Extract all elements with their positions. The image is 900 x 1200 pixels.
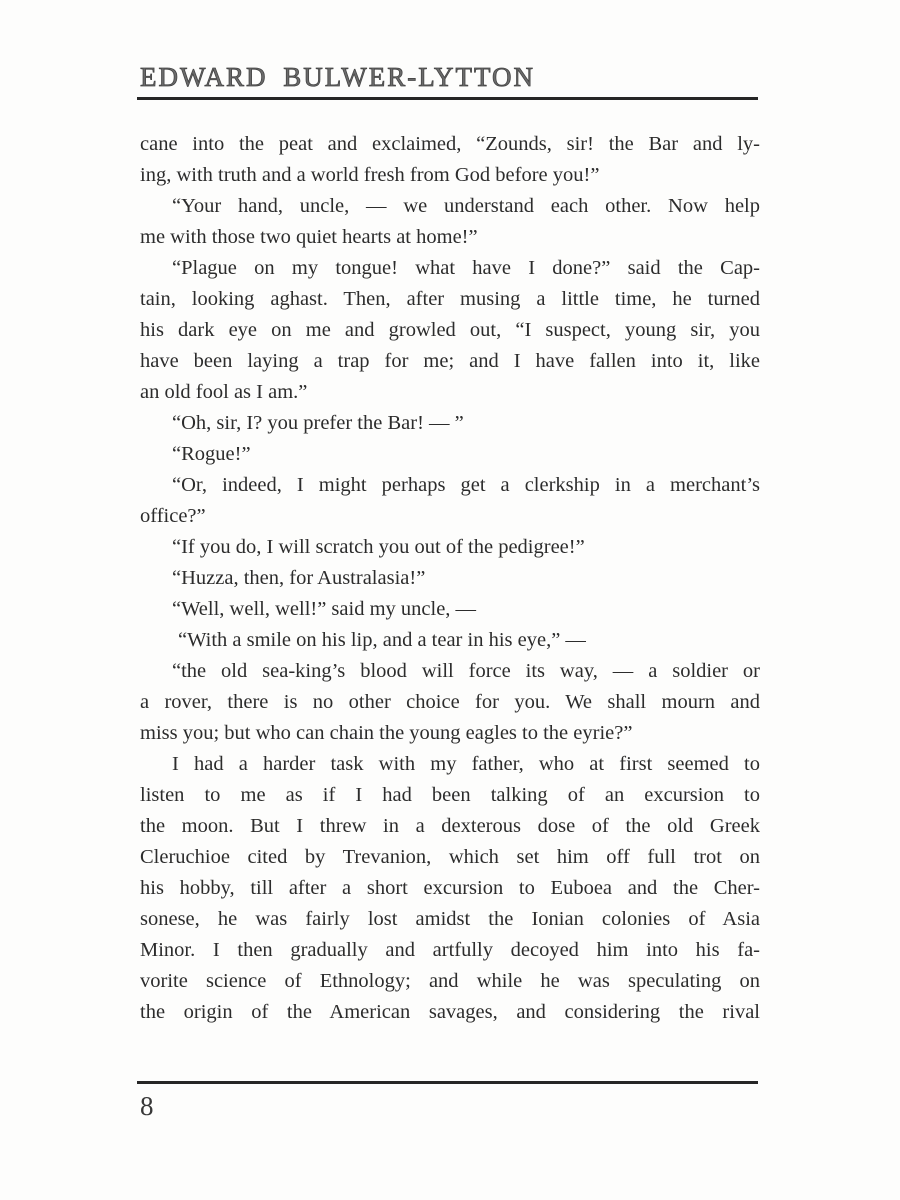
paragraph (140, 532, 760, 563)
page-number: 8 (140, 1091, 154, 1121)
text-line: Minor. I then gradually and artfully decoyed him into his fa- (140, 939, 760, 961)
footer-rule (137, 1081, 758, 1084)
paragraph (140, 439, 760, 470)
header-rule (137, 97, 758, 100)
paragraph (140, 191, 760, 253)
paragraph (140, 656, 760, 749)
text-line: “If you do, I will scratch you out of the pedigree!” (172, 536, 585, 558)
text-line: vorite science of Ethnology; and while he was speculating on (140, 970, 760, 992)
paragraph (140, 253, 760, 408)
text-line: “Rogue!” (172, 443, 251, 465)
text-line: I had a harder task with my father, who at first seemed to (172, 753, 760, 775)
text-line: “Your hand, uncle, — we understand each other. Now help (172, 195, 760, 217)
paragraph (140, 594, 760, 625)
paragraph (140, 563, 760, 594)
paragraph (140, 408, 760, 439)
text-line: “Plague on my tongue! what have I done?” said the Cap- (172, 257, 760, 279)
text-block (140, 129, 760, 1028)
text-line: cane into the peat and exclaimed, “Zounds, sir! the Bar and ly- (140, 133, 760, 155)
text-line: an old fool as I am.” (140, 381, 308, 403)
text-line: have been laying a trap for me; and I have fallen into it, like (140, 350, 760, 372)
text-line: “Huzza, then, for Australasia!” (172, 567, 426, 589)
text-line: sonese, he was fairly lost amidst the Ionian colonies of Asia (140, 908, 760, 930)
running-header-title: EDWARD BULWER-LYTTON (140, 62, 535, 92)
text-line: the origin of the American savages, and considering the rival (140, 1001, 760, 1023)
text-line: his hobby, till after a short excursion to Euboea and the Cher- (140, 877, 760, 899)
text-line: the moon. But I threw in a dexterous dose of the old Greek (140, 815, 760, 837)
text-line: “Oh, sir, I? you prefer the Bar! — ” (172, 412, 464, 434)
text-line: listen to me as if I had been talking of an excursion to (140, 784, 760, 806)
paragraph (140, 129, 760, 191)
text-line: “the old sea-king’s blood will force its way, — a soldier or (172, 660, 760, 682)
paragraph (140, 625, 760, 656)
paragraph (140, 749, 760, 1028)
text-line: “With a smile on his lip, and a tear in his eye,” — (178, 629, 586, 651)
text-line: his dark eye on me and growled out, “I suspect, young sir, you (140, 319, 760, 341)
paragraph (140, 470, 760, 532)
text-line: miss you; but who can chain the young eagles to the eyrie?” (140, 722, 633, 744)
text-line: a rover, there is no other choice for you. We shall mourn and (140, 691, 760, 713)
text-line: ing, with truth and a world fresh from God before you!” (140, 164, 600, 186)
text-line: “Or, indeed, I might perhaps get a clerkship in a merchant’s (172, 474, 760, 496)
text-line: Cleruchioe cited by Trevanion, which set him off full trot on (140, 846, 760, 868)
text-line: tain, looking aghast. Then, after musing a little time, he turned (140, 288, 760, 310)
text-line: office?” (140, 505, 206, 527)
text-line: me with those two quiet hearts at home!” (140, 226, 478, 248)
text-line: “Well, well, well!” said my uncle, — (172, 598, 477, 620)
